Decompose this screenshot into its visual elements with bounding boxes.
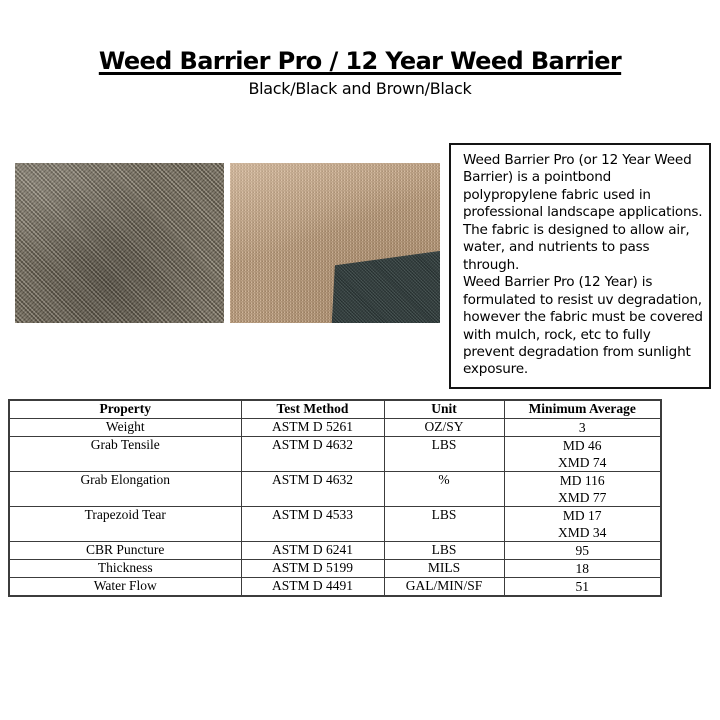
cell-unit: LBS — [384, 436, 504, 471]
minimum-average-line: 51 — [575, 578, 589, 594]
cell-minimum-average — [504, 577, 661, 596]
column-header: Unit — [384, 400, 504, 418]
cell-unit: MILS — [384, 559, 504, 577]
cell-property: Weight — [9, 418, 241, 436]
minimum-average-line: 18 — [575, 560, 589, 576]
minimum-average-line: MD 46 — [562, 437, 602, 453]
cell-property: Thickness — [9, 559, 241, 577]
table-row — [9, 541, 661, 559]
description-paragraph-2: Weed Barrier Pro (12 Year) is formulated to resist uv degradation, however the fabric must be covered with mulch, rock, etc to fully prevent degradation from sunlight exposure. — [463, 274, 703, 378]
minimum-average-line: XMD 77 — [558, 489, 607, 505]
minimum-average-line: 95 — [575, 542, 589, 558]
table-row — [9, 577, 661, 596]
page-subtitle: Black/Black and Brown/Black — [248, 79, 472, 98]
table-row — [9, 418, 661, 436]
cell-property: Water Flow — [9, 577, 241, 596]
table-row — [9, 471, 661, 506]
minimum-average-line: MD 116 — [559, 472, 605, 488]
cell-unit: LBS — [384, 541, 504, 559]
cell-test-method: ASTM D 4491 — [241, 577, 384, 596]
fabric-photo-brown-black — [230, 163, 440, 323]
cell-property: Trapezoid Tear — [9, 506, 241, 541]
cell-property: Grab Tensile — [9, 436, 241, 471]
column-header: Minimum Average — [504, 400, 661, 418]
cell-property: Grab Elongation — [9, 471, 241, 506]
cell-unit: OZ/SY — [384, 418, 504, 436]
cell-unit: LBS — [384, 506, 504, 541]
minimum-average-line: XMD 74 — [558, 454, 607, 470]
spec-table-header-row — [9, 400, 661, 418]
dark-fabric-corner — [230, 163, 440, 323]
table-row — [9, 506, 661, 541]
spec-table-body — [9, 418, 661, 596]
table-row — [9, 436, 661, 471]
table-row — [9, 559, 661, 577]
description-paragraph-1: Weed Barrier Pro (or 12 Year Weed Barrier) is a pointbond polypropylene fabric used in professional landscape applications. The fabric is designed to allow air, water, and nutrients to pass through. — [463, 152, 703, 273]
minimum-average-line: 3 — [578, 419, 586, 435]
cell-test-method: ASTM D 4632 — [241, 471, 384, 506]
cell-property: CBR Puncture — [9, 541, 241, 559]
cell-test-method: ASTM D 5199 — [241, 559, 384, 577]
column-header: Test Method — [241, 400, 384, 418]
cell-minimum-average — [504, 471, 661, 506]
fabric-photo-black-black — [15, 163, 224, 323]
cell-test-method: ASTM D 4632 — [241, 436, 384, 471]
column-header: Property — [9, 400, 241, 418]
cell-minimum-average — [504, 436, 661, 471]
cell-test-method: ASTM D 4533 — [241, 506, 384, 541]
minimum-average-line: MD 17 — [562, 507, 602, 523]
cell-minimum-average — [504, 506, 661, 541]
cell-minimum-average — [504, 541, 661, 559]
spec-table — [8, 399, 662, 597]
cell-minimum-average — [504, 559, 661, 577]
cell-test-method: ASTM D 5261 — [241, 418, 384, 436]
cell-unit: GAL/MIN/SF — [384, 577, 504, 596]
cell-unit: % — [384, 471, 504, 506]
cell-test-method: ASTM D 6241 — [241, 541, 384, 559]
minimum-average-line: XMD 34 — [558, 524, 607, 540]
cell-minimum-average — [504, 418, 661, 436]
page-title: Weed Barrier Pro / 12 Year Weed Barrier — [98, 47, 622, 75]
description-text-box — [449, 143, 711, 389]
